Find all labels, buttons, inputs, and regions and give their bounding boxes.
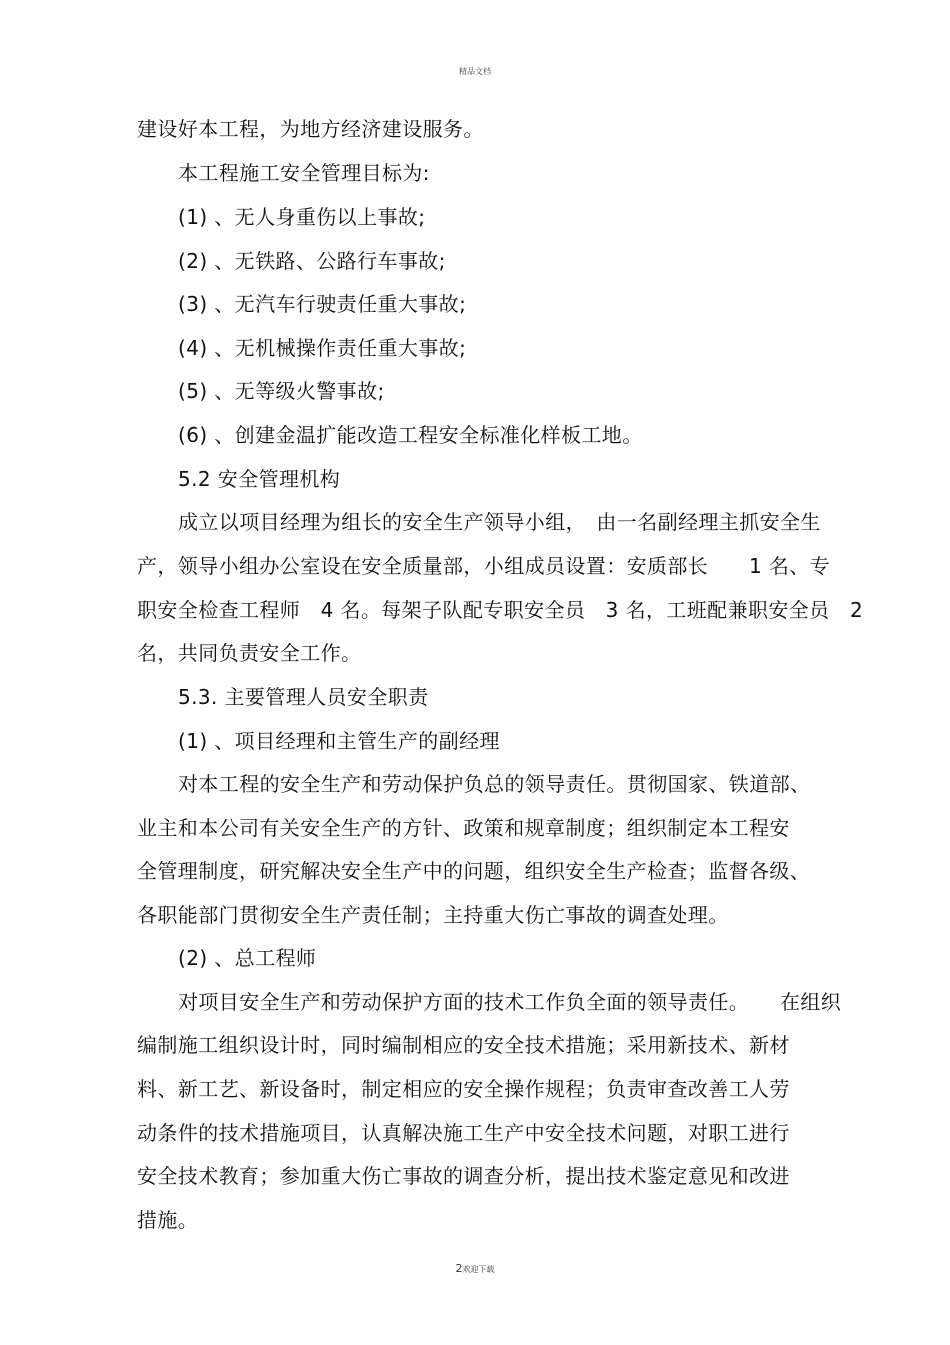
paragraph-line: 本工程施工安全管理目标为: [178,161,430,185]
paragraph-line: 对项目安全生产和劳动保护方面的技术工作负全面的领导责任。 在组织 [178,990,842,1014]
paragraph-line: 措施。 [137,1208,199,1232]
list-item: (3) 、无汽车行驶责任重大事故; [178,292,467,316]
section-heading: 5.3. 主要管理人员安全职责 [178,685,429,709]
list-item: (4) 、无机械操作责任重大事故; [178,336,467,360]
paragraph-line: 安全技术教育；参加重大伤亡事故的调查分析，提出技术鉴定意见和改进 [137,1164,790,1188]
page-number: 2 [455,1262,463,1275]
list-item: (2) 、无铁路、公路行车事故; [178,249,446,273]
paragraph-line: 料、新工艺、新设备时，制定相应的安全操作规程；负责审查改善工人劳 [137,1077,790,1101]
page-footer [0,1262,950,1275]
list-item: (5) 、无等级火警事故; [178,379,385,403]
footer-text: 欢迎下载 [462,1265,495,1274]
paragraph-line: 名，共同负责安全工作。 [137,641,362,665]
list-item: (1) 、无人身重伤以上事故; [178,205,426,229]
list-item: (6) 、创建金温扩能改造工程安全标准化样板工地。 [178,423,643,447]
paragraph-line: 成立以项目经理为组长的安全生产领导小组， 由一名副经理主抓安全生 [178,510,821,534]
paragraph-line: 对本工程的安全生产和劳动保护负总的领导责任。贯彻国家、铁道部、 [178,772,811,796]
page-header: 精品文档 [459,67,491,76]
section-heading: 5.2 安全管理机构 [178,467,341,491]
paragraph-line: 职安全检查工程师 4 名。每架子队配专职安全员 3 名，工班配兼职安全员 2 [137,598,864,622]
paragraph-line: 建设好本工程，为地方经济建设服务。 [137,117,484,141]
paragraph-line: 各职能部门贯彻安全生产责任制；主持重大伤亡事故的调查处理。 [137,903,729,927]
subsection-heading: (2) 、总工程师 [178,946,317,970]
paragraph-line: 全管理制度，研究解决安全生产中的问题，组织安全生产检查；监督各级、 [137,859,811,883]
paragraph-line: 动条件的技术措施项目，认真解决施工生产中安全技术问题，对职工进行 [137,1121,790,1145]
paragraph-line: 业主和本公司有关安全生产的方针、政策和规章制度；组织制定本工程安 [137,816,790,840]
paragraph-line: 编制施工组织设计时，同时编制相应的安全技术措施；采用新技术、新材 [137,1033,790,1057]
paragraph-line: 产，领导小组办公室设在安全质量部，小组成员设置：安质部长 1 名、专 [137,554,831,578]
subsection-heading: (1) 、项目经理和主管生产的副经理 [178,729,500,753]
